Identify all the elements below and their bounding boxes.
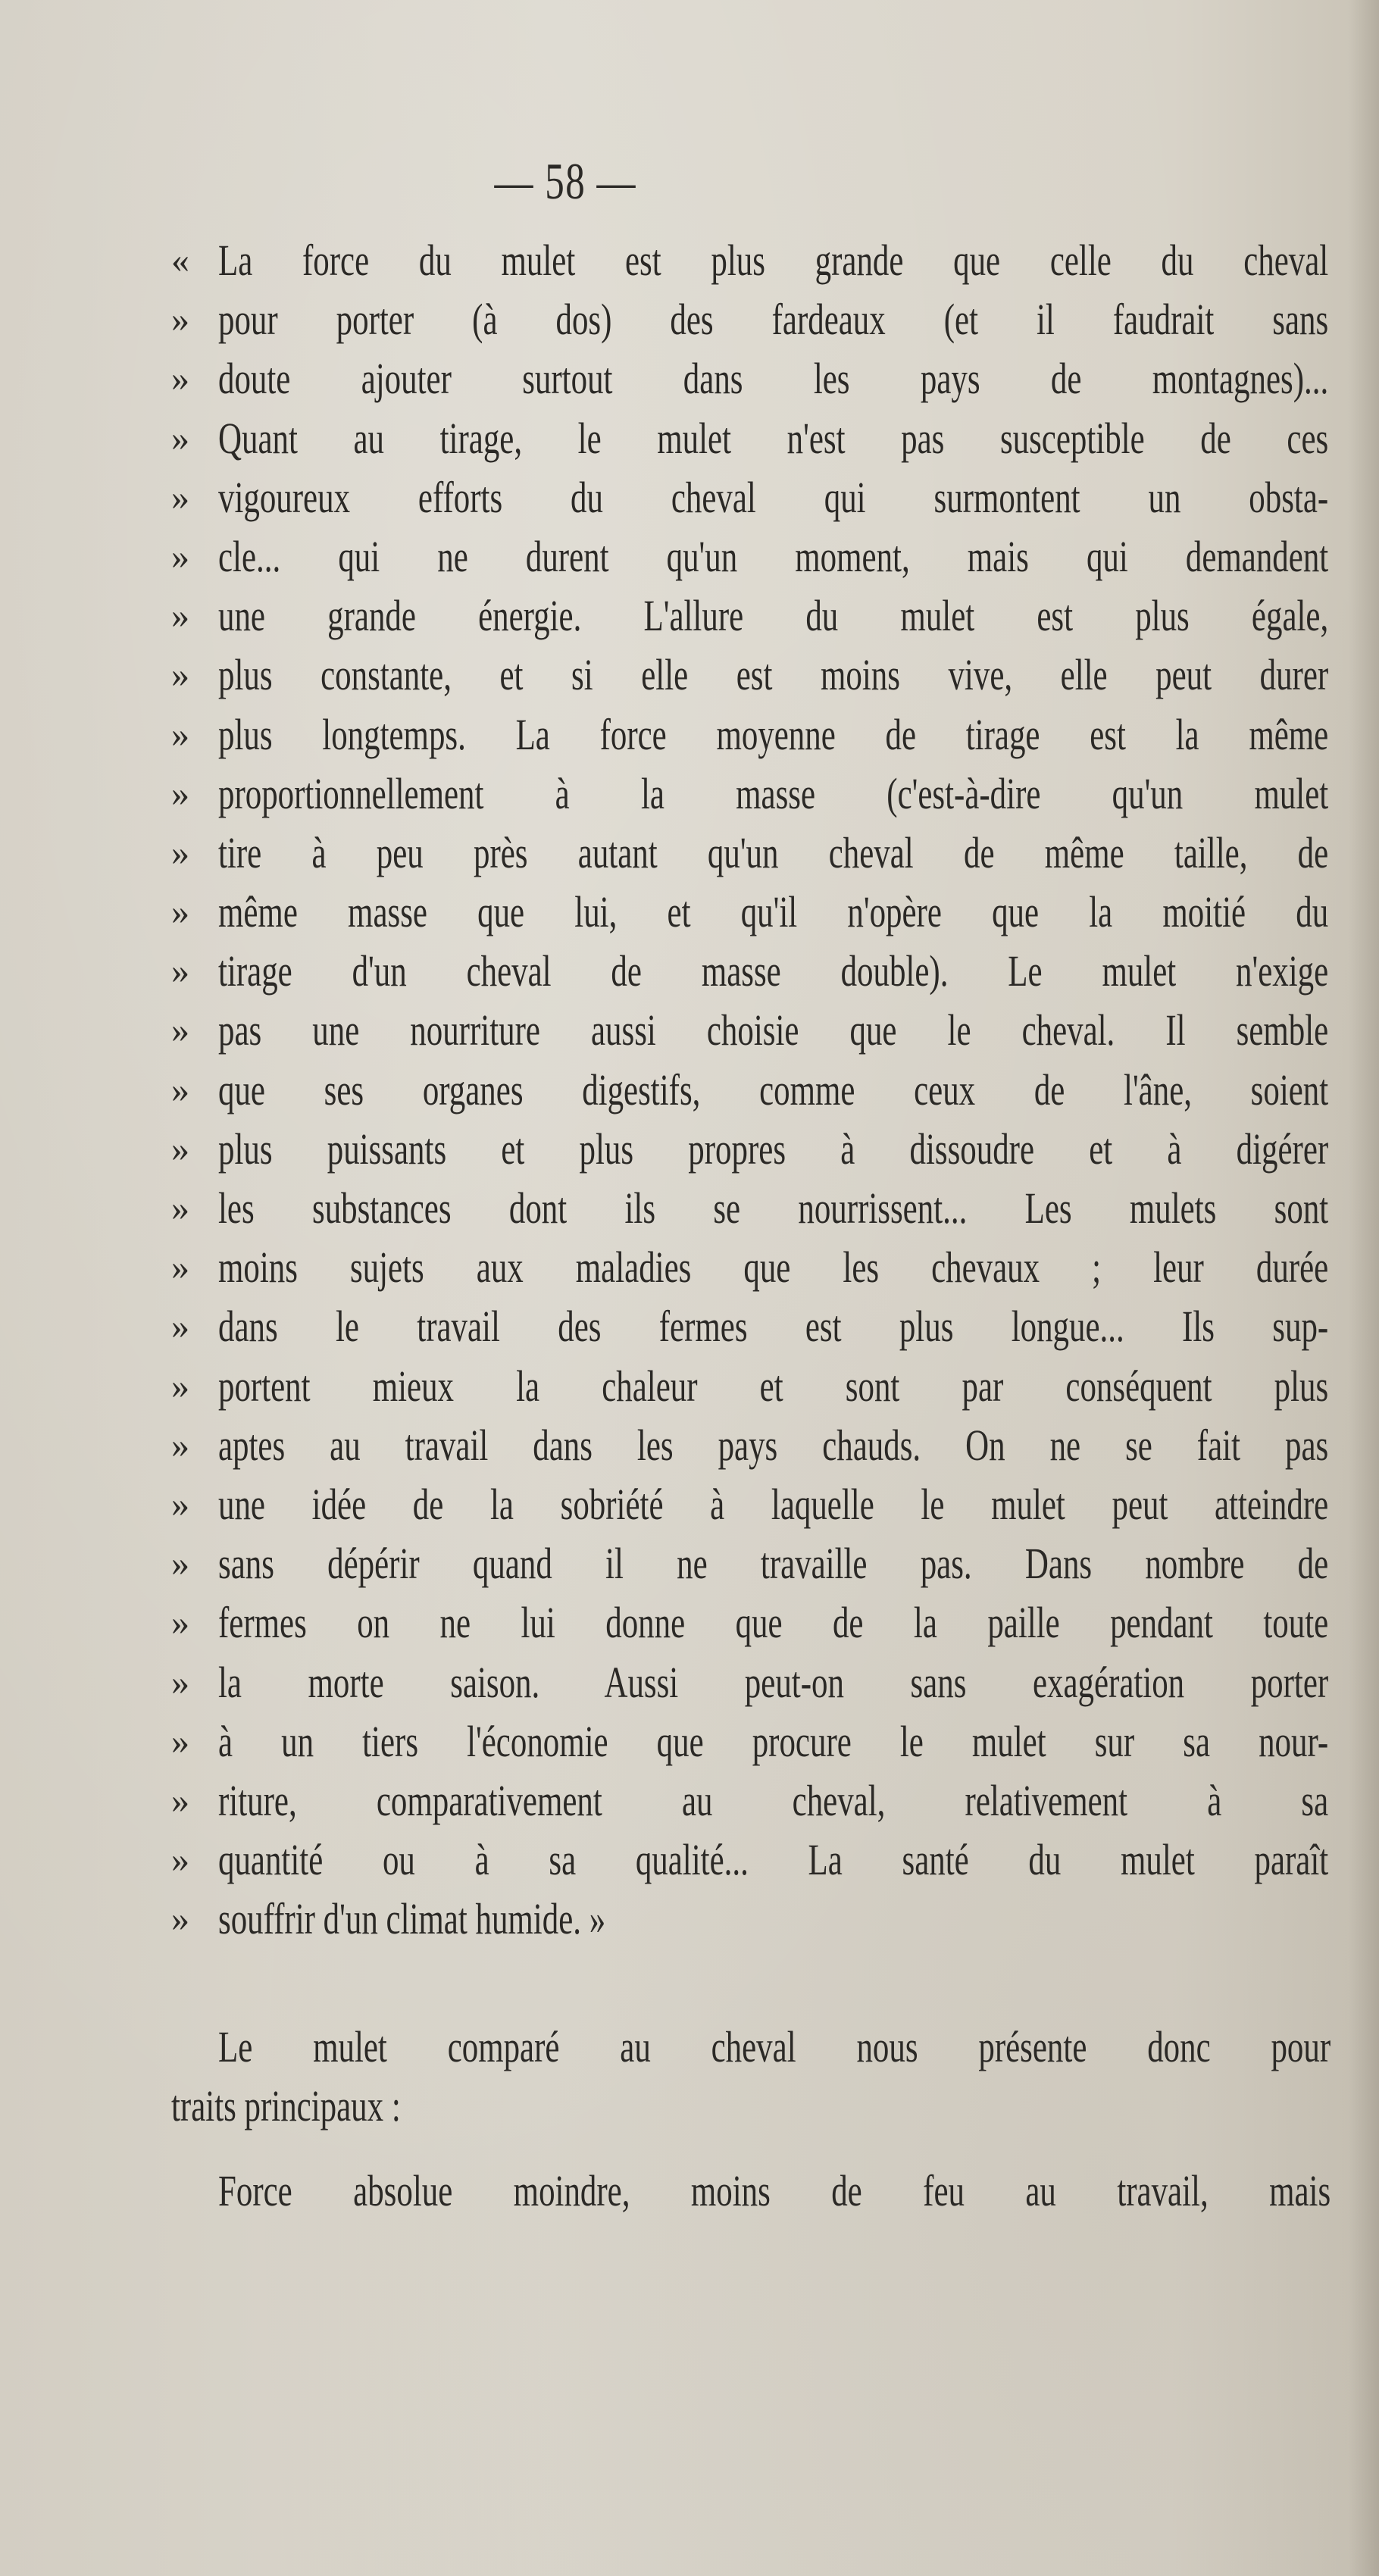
quote-line-text: une idée de la sobriété à laquelle le mulet peut atteindre xyxy=(218,1479,1329,1529)
quote-line xyxy=(171,1238,1331,1297)
quote-line-text: moins sujets aux maladies que les chevaux ; leur durée xyxy=(218,1243,1329,1293)
guillemet-mark: » xyxy=(171,655,189,696)
paragraph-line-text: traits principaux : xyxy=(171,2081,401,2131)
guillemet-mark: » xyxy=(171,1128,189,1169)
quote-line xyxy=(171,646,1331,705)
guillemet-mark: » xyxy=(171,1188,189,1228)
guillemet-mark: » xyxy=(171,1010,189,1051)
quote-line xyxy=(171,705,1331,764)
quote-line-text: tirage d'un cheval de masse double). Le mulet n'exige xyxy=(218,946,1329,996)
quote-line xyxy=(171,1593,1331,1652)
quote-line-text: une grande énergie. L'allure du mulet est plus égale, xyxy=(218,591,1329,641)
quote-line-text: cle... qui ne durent qu'un moment, mais qui demandent xyxy=(218,531,1329,581)
guillemet-mark: » xyxy=(171,951,189,992)
quote-line xyxy=(171,1890,1331,1949)
quote-line-text: souffrir d'un climat humide. » xyxy=(218,1894,606,1944)
quote-line-text: pour porter (à dos) des fardeaux (et il faudrait sans xyxy=(218,295,1329,345)
guillemet-mark: » xyxy=(171,1721,189,1762)
guillemet-mark: » xyxy=(171,299,189,340)
quote-line-text: vigoureux efforts du cheval qui surmontent un obsta- xyxy=(218,472,1329,522)
paragraph-line xyxy=(171,2162,1331,2221)
quote-line xyxy=(171,764,1331,824)
quote-line-text: tire à peu près autant qu'un cheval de même taille, de xyxy=(218,827,1329,877)
guillemet-mark: » xyxy=(171,1069,189,1110)
guillemet-mark: » xyxy=(171,1780,189,1821)
guillemet-mark: » xyxy=(171,1899,189,1940)
quote-line-text: à un tiers l'économie que procure le mulet sur sa nour- xyxy=(218,1716,1329,1766)
guillemet-mark: « xyxy=(171,240,189,280)
quote-line-text: que ses organes digestifs, comme ceux de l'âne, soient xyxy=(218,1064,1329,1114)
quote-line-text: aptes au travail dans les pays chauds. On ne se fait pas xyxy=(218,1420,1329,1470)
quote-line-text: riture, comparativement au cheval, relativement à sa xyxy=(218,1775,1329,1825)
quote-line xyxy=(171,1357,1331,1416)
quote-line-text: quantité ou à sa qualité... La santé du mulet paraît xyxy=(218,1835,1329,1885)
quote-line-text: pas une nourriture aussi choisie que le cheval. Il semble xyxy=(218,1005,1329,1055)
paragraph-line-text: Force absolue moindre, moins de feu au travail, mais xyxy=(218,2166,1331,2215)
quote-line-text: La force du mulet est plus grande que celle du cheval xyxy=(218,236,1329,285)
quote-line xyxy=(171,468,1331,527)
guillemet-mark: » xyxy=(171,536,189,577)
quote-line-text: doute ajouter surtout dans les pays de montagnes)... xyxy=(218,354,1329,404)
quoted-passage xyxy=(171,231,1331,1949)
quote-line xyxy=(171,824,1331,883)
paragraph-line xyxy=(171,2077,1331,2136)
guillemet-mark: » xyxy=(171,892,189,933)
quote-line-text: la morte saison. Aussi peut-on sans exagération porter xyxy=(218,1657,1329,1707)
guillemet-mark: » xyxy=(171,1483,189,1524)
guillemet-mark: » xyxy=(171,773,189,814)
guillemet-mark: » xyxy=(171,832,189,873)
quote-line xyxy=(171,1712,1331,1771)
quote-line xyxy=(171,1830,1331,1890)
page-number: — 58 — xyxy=(494,152,636,210)
quote-line xyxy=(171,942,1331,1001)
guillemet-mark: » xyxy=(171,1840,189,1880)
quote-line-text: dans le travail des fermes est plus longue... Ils sup- xyxy=(218,1302,1329,1352)
quote-line xyxy=(171,1001,1331,1060)
quote-line-text: Quant au tirage, le mulet n'est pas susceptible de ces xyxy=(218,413,1329,463)
guillemet-mark: » xyxy=(171,1247,189,1288)
page-edge-shadow xyxy=(1349,0,1379,2576)
guillemet-mark: » xyxy=(171,1543,189,1584)
guillemet-mark: » xyxy=(171,358,189,399)
quote-line xyxy=(171,883,1331,942)
quote-line xyxy=(171,290,1331,349)
guillemet-mark: » xyxy=(171,1424,189,1465)
guillemet-mark: » xyxy=(171,1306,189,1347)
paragraph-summary xyxy=(171,2018,1331,2136)
quote-line xyxy=(171,1297,1331,1356)
quote-line xyxy=(171,1179,1331,1238)
quote-line xyxy=(171,1061,1331,1120)
quote-line-text: plus puissants et plus propres à dissoudre et à digérer xyxy=(218,1124,1329,1174)
quote-line xyxy=(171,1416,1331,1475)
quote-line xyxy=(171,409,1331,468)
guillemet-mark: » xyxy=(171,1365,189,1406)
quote-line-text: proportionnellement à la masse (c'est-à-dire qu'un mulet xyxy=(218,768,1329,818)
quote-line-text: plus longtemps. La force moyenne de tirage est la même xyxy=(218,709,1329,759)
guillemet-mark: » xyxy=(171,1662,189,1702)
quote-line xyxy=(171,1771,1331,1830)
guillemet-mark: » xyxy=(171,714,189,755)
quote-line xyxy=(171,1534,1331,1593)
quote-line xyxy=(171,349,1331,408)
quote-line-text: sans dépérir quand il ne travaille pas. Dans nombre de xyxy=(218,1539,1329,1589)
quote-line xyxy=(171,231,1331,290)
paragraph-line xyxy=(171,2018,1331,2077)
guillemet-mark: » xyxy=(171,1602,189,1643)
quote-line xyxy=(171,1475,1331,1534)
quote-line-text: plus constante, et si elle est moins vive, elle peut durer xyxy=(218,650,1329,700)
quote-line-text: les substances dont ils se nourrissent... Les mulets sont xyxy=(218,1183,1329,1233)
quote-line xyxy=(171,586,1331,646)
guillemet-mark: » xyxy=(171,477,189,517)
quote-line-text: fermes on ne lui donne que de la paille pendant toute xyxy=(218,1598,1329,1648)
paragraph-line-text: Le mulet comparé au cheval nous présente donc pour xyxy=(218,2022,1331,2071)
quote-line xyxy=(171,527,1331,586)
guillemet-mark: » xyxy=(171,417,189,458)
quote-line xyxy=(171,1120,1331,1179)
quote-line-text: même masse que lui, et qu'il n'opère que la moitié du xyxy=(218,887,1329,937)
quote-line xyxy=(171,1653,1331,1712)
paragraph-traits xyxy=(171,2162,1331,2221)
guillemet-mark: » xyxy=(171,596,189,636)
quote-line-text: portent mieux la chaleur et sont par conséquent plus xyxy=(218,1361,1329,1411)
